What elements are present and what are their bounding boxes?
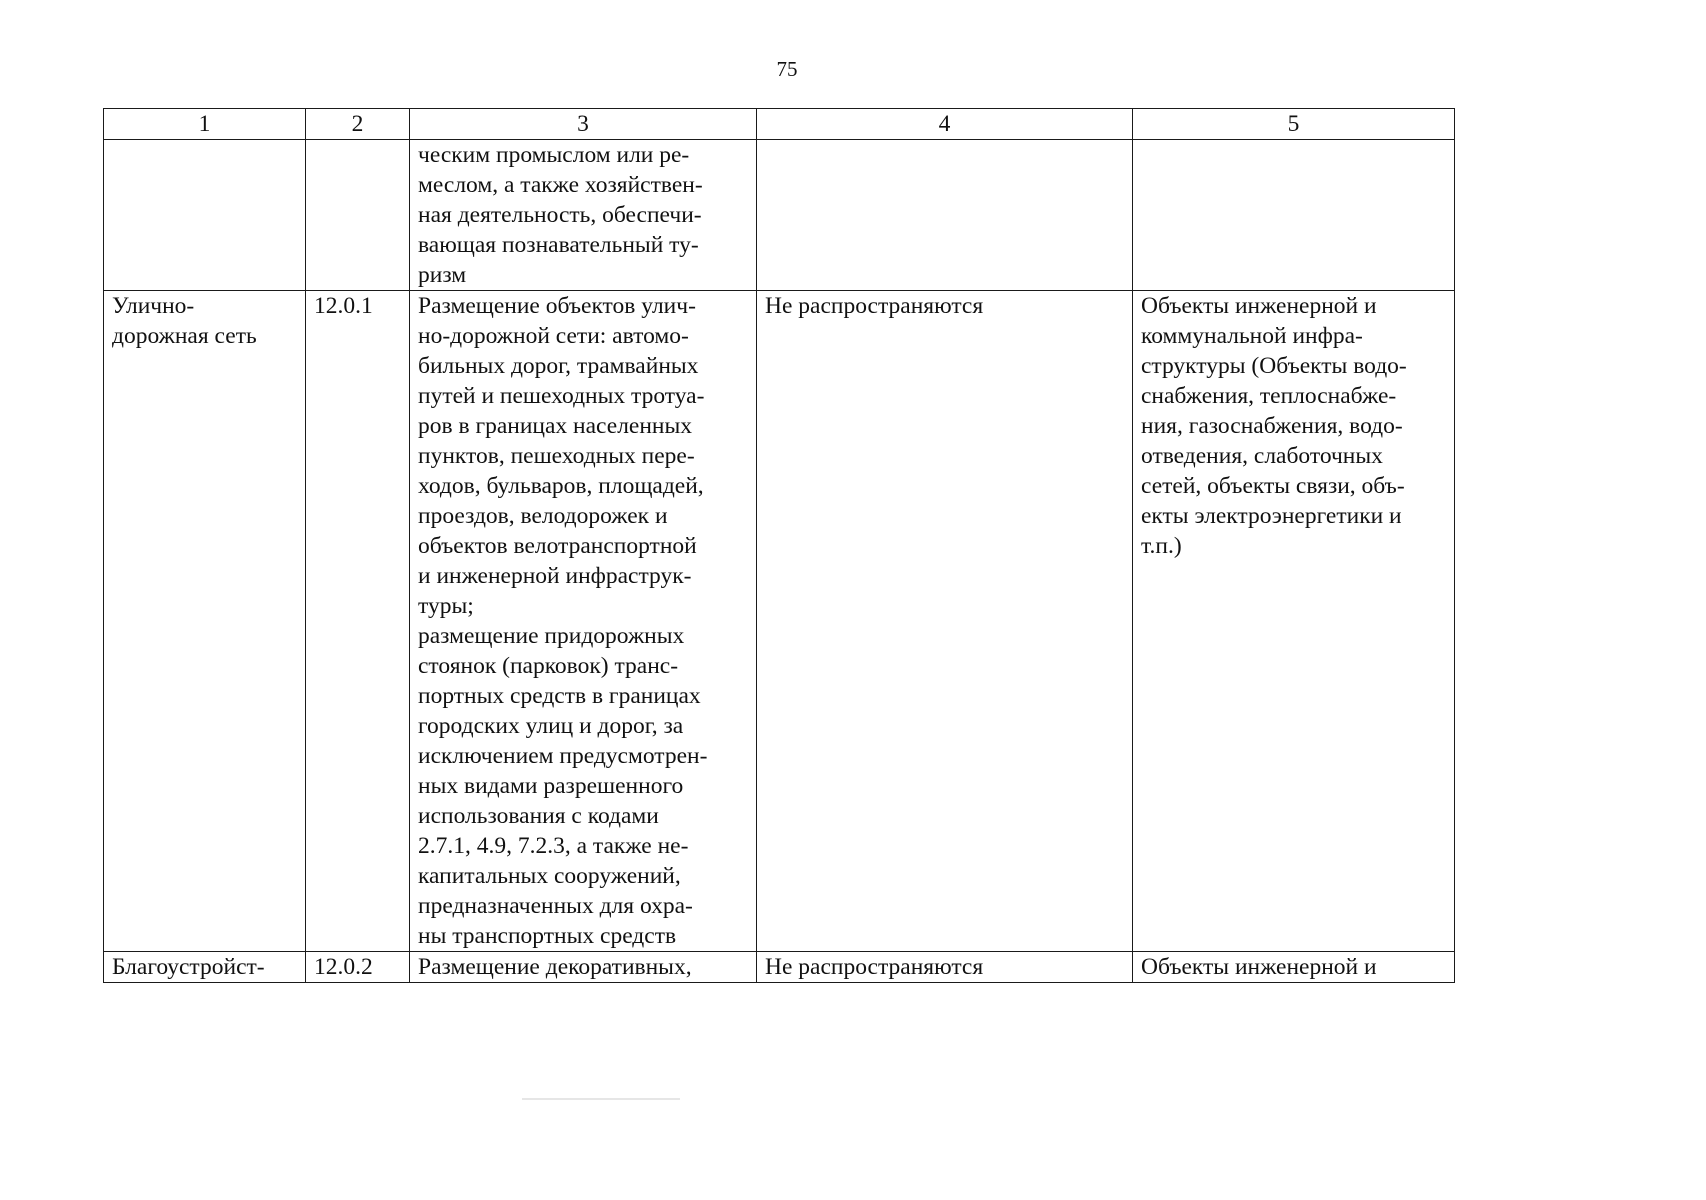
column-5-value: [1133, 952, 1455, 983]
header-col-4: 4: [757, 109, 1133, 140]
header-col-3: 3: [410, 109, 757, 140]
regulations-table: [103, 108, 1455, 983]
text-line: Объекты инженерной и: [1141, 293, 1377, 319]
text-line: ческим промыслом или ре-: [418, 142, 690, 168]
use-type-name: [104, 952, 306, 983]
column-5-value: [1133, 291, 1455, 952]
text-line: ров в границах населенных: [418, 413, 693, 439]
text-line: структуры (Объекты водо-: [1141, 353, 1407, 379]
text-line: снабжения, теплоснабже-: [1141, 383, 1397, 409]
text-line: использования с кодами: [418, 803, 659, 829]
text-line: меслом, а также хозяйствен-: [418, 172, 703, 198]
text-line: городских улиц и дорог, за: [418, 713, 684, 739]
use-type-code: 12.0.2: [306, 952, 410, 983]
text-line: бильных дорог, трамвайных: [418, 353, 699, 379]
text-line: Улично-: [112, 293, 195, 319]
column-4-value: Не распространяются: [757, 291, 1133, 952]
text-line: проездов, велодорожек и: [418, 503, 668, 529]
page-number: 75: [776, 57, 798, 81]
table-row: [104, 291, 1455, 952]
text-line: ная деятельность, обеспечи-: [418, 202, 702, 228]
text-line: стоянок (парковок) транс-: [418, 653, 679, 679]
text-line: екты электроэнергетики и: [1141, 503, 1402, 529]
header-col-2: 2: [306, 109, 410, 140]
scan-artifact: [522, 1098, 680, 1100]
text-line: сетей, объекты связи, объ-: [1141, 473, 1405, 499]
use-type-description: [410, 952, 757, 983]
text-line: 2.7.1, 4.9, 7.2.3, а также не-: [418, 833, 689, 859]
use-type-description: [410, 291, 757, 952]
text-line: отведения, слаботочных: [1141, 443, 1383, 469]
text-line: т.п.): [1141, 533, 1182, 559]
use-type-code: 12.0.1: [306, 291, 410, 952]
text-line: ния, газоснабжения, водо-: [1141, 413, 1403, 439]
continuation-cell-1: [104, 140, 306, 291]
text-line: путей и пешеходных тротуа-: [418, 383, 705, 409]
continuation-cell-5: [1133, 140, 1455, 291]
text-line: исключением предусмотрен-: [418, 743, 708, 769]
text-line: ных видами разрешенного: [418, 773, 684, 799]
text-line: портных средств в границах: [418, 683, 701, 709]
column-4-value: Не распространяются: [757, 952, 1133, 983]
continuation-cell-2: [306, 140, 410, 291]
text-line: ризм: [418, 262, 467, 288]
use-type-name: [104, 291, 306, 952]
table-header-row: [104, 109, 1455, 140]
header-col-1: 1: [104, 109, 306, 140]
table-row: [104, 952, 1455, 983]
text-line: коммунальной инфра-: [1141, 323, 1363, 349]
text-line: размещение придорожных: [418, 623, 685, 649]
text-line: но-дорожной сети: автомо-: [418, 323, 689, 349]
text-line: и инженерной инфраструк-: [418, 563, 692, 589]
text-line: Размещение декоративных,: [418, 954, 692, 980]
text-line: пунктов, пешеходных пере-: [418, 443, 695, 469]
text-line: ны транспортных средств: [418, 923, 677, 949]
text-line: предназначенных для охра-: [418, 893, 693, 919]
text-line: Благоустройст-: [112, 954, 265, 980]
continuation-description: [410, 140, 757, 291]
text-line: Объекты инженерной и: [1141, 954, 1377, 980]
text-line: дорожная сеть: [112, 323, 257, 349]
text-line: капитальных сооружений,: [418, 863, 681, 889]
text-line: Размещение объектов улич-: [418, 293, 696, 319]
header-col-5: 5: [1133, 109, 1455, 140]
text-line: туры;: [418, 593, 474, 619]
text-line: вающая познавательный ту-: [418, 232, 699, 258]
text-line: ходов, бульваров, площадей,: [418, 473, 704, 499]
continuation-cell-4: [757, 140, 1133, 291]
table-row-continuation: [104, 140, 1455, 291]
text-line: объектов велотранспортной: [418, 533, 697, 559]
